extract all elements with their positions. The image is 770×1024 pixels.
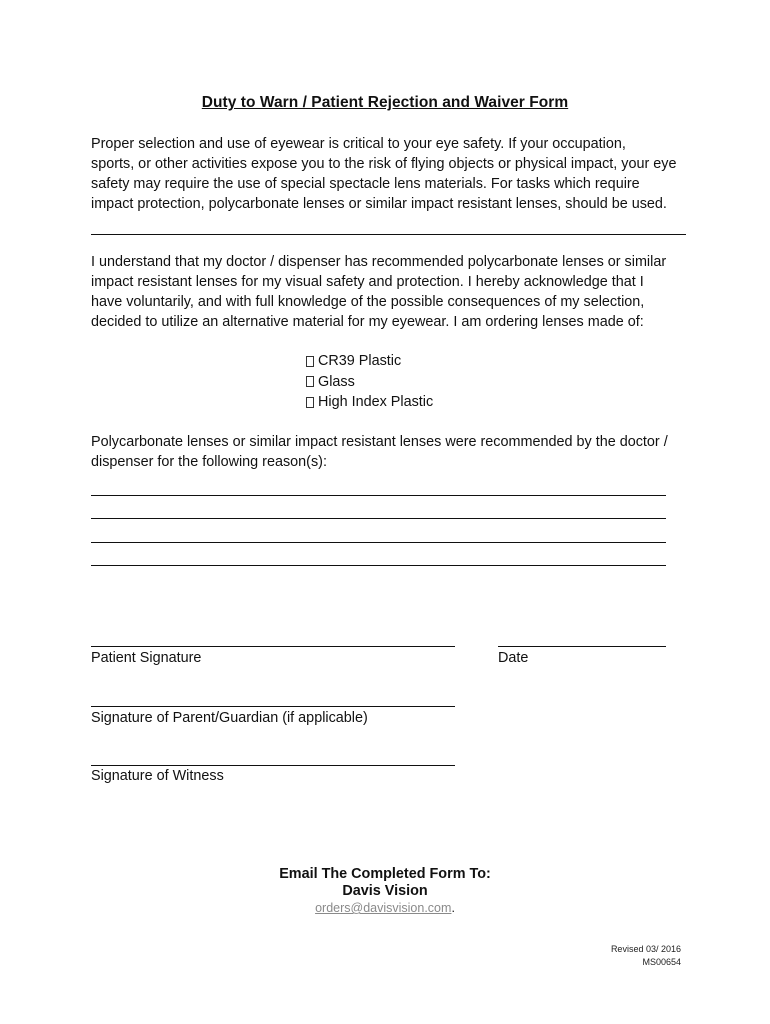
intro-paragraph	[91, 134, 691, 214]
lens-options-list	[306, 351, 433, 413]
email-row	[0, 900, 770, 917]
form-title: Duty to Warn / Patient Rejection and Waiver Form	[201, 94, 569, 111]
intro-line: impact protection, polycarbonate lenses or similar impact resistant lenses, should be used.	[91, 196, 667, 212]
intro-line: Proper selection and use of eyewear is critical to your eye safety. If your occupation,	[91, 136, 626, 152]
reason-write-line[interactable]	[91, 565, 666, 566]
intro-line: safety may require the use of special spectacle lens materials. For tasks which require	[91, 176, 640, 192]
date-label: Date	[498, 650, 529, 666]
submission-footer	[0, 866, 770, 917]
reason-write-line[interactable]	[91, 495, 666, 496]
section-divider	[91, 234, 686, 235]
reasons-line: dispenser for the following reason(s):	[91, 454, 327, 470]
acknowledgement-line: I understand that my doctor / dispenser has recommended polycarbonate lenses or similar	[91, 254, 667, 270]
date-line[interactable]	[498, 646, 666, 647]
email-link[interactable]: orders@davisvision.com	[315, 901, 452, 915]
form-code: MS00654	[642, 957, 681, 967]
lens-option-cr39[interactable]	[306, 351, 433, 372]
parent-signature-label: Signature of Parent/Guardian (if applicable)	[91, 710, 368, 726]
revision-info	[611, 943, 681, 969]
patient-signature-line[interactable]	[91, 646, 455, 647]
lens-option-label: CR39 Plastic	[318, 353, 402, 369]
acknowledgement-line: have voluntarily, and with full knowledge of the possible consequences of my selection,	[91, 294, 645, 310]
email-period: .	[451, 901, 455, 915]
intro-line: sports, or other activities expose you to the risk of flying objects or physical impact, your eye	[91, 156, 677, 172]
lens-option-label: Glass	[318, 373, 355, 390]
company-name: Davis Vision	[342, 883, 428, 899]
lens-option-glass[interactable]	[306, 372, 433, 393]
acknowledgement-paragraph	[91, 252, 691, 332]
checkbox-icon[interactable]	[306, 356, 314, 367]
reason-write-line[interactable]	[91, 542, 666, 543]
reasons-paragraph	[91, 432, 691, 472]
witness-signature-line[interactable]	[91, 765, 455, 766]
revision-date: Revised 03/ 2016	[610, 944, 681, 954]
patient-signature-label: Patient Signature	[91, 650, 202, 666]
checkbox-icon[interactable]	[306, 397, 314, 408]
lens-option-high-index[interactable]	[306, 392, 433, 413]
reasons-line: Polycarbonate lenses or similar impact resistant lenses were recommended by the doctor /	[91, 434, 668, 450]
parent-signature-line[interactable]	[91, 706, 455, 707]
acknowledgement-line: decided to utilize an alternative material for my eyewear. I am ordering lenses made of:	[91, 314, 644, 330]
email-instruction: Email The Completed Form To:	[279, 866, 491, 882]
lens-option-label: High Index Plastic	[318, 394, 434, 410]
witness-signature-label: Signature of Witness	[91, 768, 224, 784]
reason-write-line[interactable]	[91, 518, 666, 519]
checkbox-icon[interactable]	[306, 376, 314, 387]
acknowledgement-line: impact resistant lenses for my visual safety and protection. I hereby acknowledge that I	[91, 274, 644, 290]
